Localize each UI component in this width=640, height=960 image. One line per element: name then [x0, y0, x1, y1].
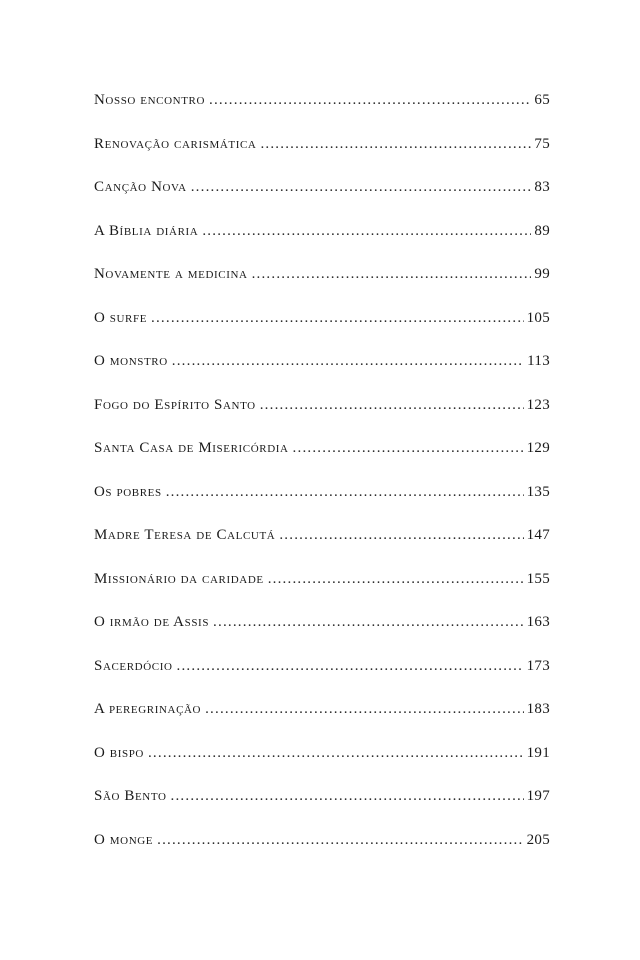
toc-entry	[94, 353, 550, 397]
toc-entry-page: 205	[526, 831, 550, 848]
toc-entry	[94, 397, 550, 441]
toc-entry-page: 191	[526, 744, 550, 761]
toc-entry-page: 129	[526, 440, 550, 456]
toc-entry-title: Missionário da caridade	[94, 570, 264, 587]
toc-entry	[94, 788, 550, 832]
toc-entry-title: Renovação carismática	[94, 135, 257, 152]
toc-entry-title: Os pobres	[94, 483, 162, 500]
toc-entry-page: 135	[526, 483, 550, 500]
toc-dot-leader	[166, 484, 524, 501]
toc-entry-page: 113	[527, 353, 550, 369]
toc-entry	[94, 440, 550, 484]
toc-entry	[94, 310, 550, 354]
toc-dot-leader	[260, 397, 524, 414]
toc-entry-title: Madre Teresa de Calcutá	[94, 527, 276, 543]
toc-dot-leader	[268, 571, 524, 588]
toc-dot-leader	[157, 832, 523, 849]
toc-entry-title: O monge	[94, 831, 154, 848]
toc-dot-leader	[177, 658, 524, 675]
toc-entry	[94, 571, 550, 615]
toc-entry-page: 123	[526, 396, 550, 413]
toc-entry	[94, 658, 550, 702]
toc-entry-title: Santa Casa de Misericórdia	[94, 440, 289, 456]
toc-entry	[94, 223, 550, 267]
toc-dot-leader	[171, 788, 524, 805]
toc-dot-leader	[191, 179, 532, 196]
toc-entry-title: Canção Nova	[94, 179, 187, 195]
table-of-contents	[94, 92, 550, 875]
toc-dot-leader	[260, 136, 531, 153]
toc-entry-page: 99	[534, 266, 550, 282]
toc-entry-page: 65	[534, 92, 550, 108]
toc-entry-page: 163	[526, 614, 550, 630]
toc-entry	[94, 832, 550, 876]
toc-entry	[94, 745, 550, 789]
toc-entry-title: São Bento	[94, 788, 167, 804]
toc-entry	[94, 527, 550, 571]
toc-entry-page: 147	[526, 527, 550, 543]
toc-dot-leader	[279, 527, 523, 544]
toc-entry-page: 89	[534, 222, 550, 239]
toc-dot-leader	[213, 614, 524, 631]
toc-entry-title: O surfe	[94, 309, 148, 326]
toc-entry-title: O irmão de Assis	[94, 614, 210, 630]
toc-entry-page: 83	[534, 179, 550, 195]
toc-dot-leader	[252, 266, 532, 283]
toc-entry	[94, 92, 550, 136]
toc-entry	[94, 484, 550, 528]
toc-entry-title: Sacerdócio	[94, 657, 173, 674]
toc-entry-page: 105	[526, 309, 550, 326]
toc-dot-leader	[202, 223, 531, 240]
toc-entry-title: O monstro	[94, 353, 168, 369]
toc-entry	[94, 614, 550, 658]
toc-entry-page: 155	[526, 570, 550, 587]
toc-entry-title: A peregrinação	[94, 701, 202, 717]
toc-dot-leader	[209, 92, 531, 109]
toc-entry-title: Novamente a medicina	[94, 266, 248, 282]
toc-entry	[94, 179, 550, 223]
toc-entry-page: 75	[534, 135, 550, 152]
toc-entry-title: Fogo do Espírito Santo	[94, 396, 256, 413]
toc-entry	[94, 701, 550, 745]
toc-entry-title: Nosso encontro	[94, 92, 205, 108]
toc-entry-page: 197	[526, 788, 550, 804]
toc-entry-title: O bispo	[94, 744, 144, 761]
toc-dot-leader	[293, 440, 524, 457]
toc-dot-leader	[148, 745, 524, 762]
toc-entry-page: 183	[526, 701, 550, 717]
toc-dot-leader	[205, 701, 523, 718]
toc-dot-leader	[151, 310, 524, 327]
toc-entry-title: A Bíblia diária	[94, 222, 199, 239]
toc-entry-page: 173	[526, 657, 550, 674]
toc-entry	[94, 136, 550, 180]
toc-dot-leader	[172, 353, 524, 370]
toc-entry	[94, 266, 550, 310]
